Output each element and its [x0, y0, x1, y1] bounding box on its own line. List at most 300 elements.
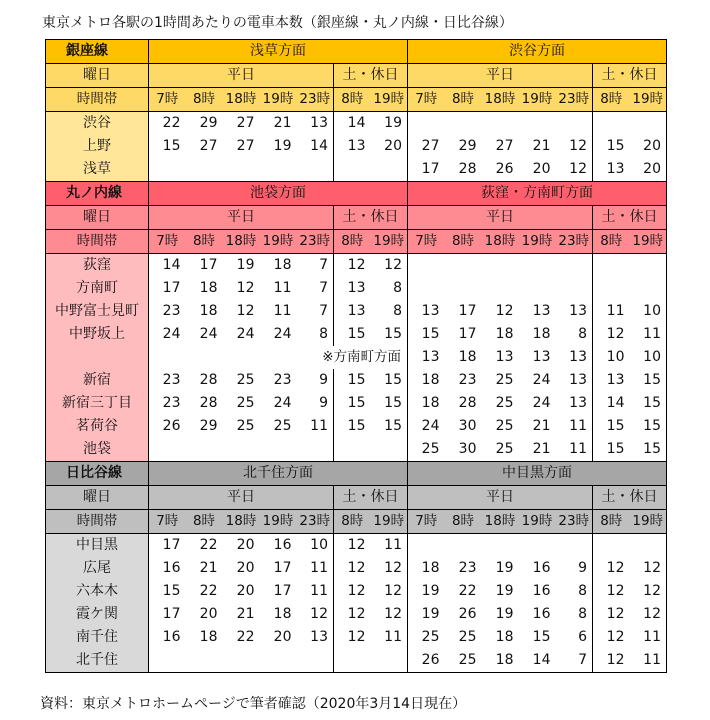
count-cell: 16: [273, 537, 292, 553]
count-cell: 17: [149, 603, 186, 626]
count-cell: 17: [273, 583, 292, 599]
count-cell: 10: [310, 537, 328, 553]
count-cell: 25: [408, 626, 445, 649]
count-cell: 25: [482, 438, 519, 462]
count-cell: 27: [495, 138, 514, 154]
count-cell: 14: [593, 392, 630, 415]
count-cell: 13: [593, 158, 630, 182]
station-name: 上野: [46, 135, 149, 158]
count-cell: 15: [630, 392, 667, 415]
count-cell: 15: [630, 415, 667, 438]
count-cell: [334, 438, 371, 462]
count-cell: [593, 254, 630, 278]
day-label: 曜日: [46, 486, 149, 510]
count-cell: 15: [384, 395, 402, 411]
line-header-row: [46, 462, 667, 486]
count-cell: 17: [458, 303, 477, 319]
hour-cell: 8時: [593, 88, 630, 112]
count-cell: 29: [199, 418, 218, 434]
hour-label: 時間帯: [46, 510, 149, 534]
hour-cell: 8時: [186, 510, 223, 534]
count-cell: 12: [569, 138, 587, 154]
hour-cell: 7時: [149, 230, 186, 254]
line-header-row: [46, 182, 667, 206]
hour-cell: 19時: [260, 88, 297, 112]
count-cell: 23: [458, 372, 477, 388]
count-cell: [519, 112, 556, 136]
count-cell: [186, 158, 223, 182]
hour-cell: 7時: [408, 88, 445, 112]
count-cell: 24: [532, 395, 551, 411]
hour-cell: 19時: [260, 230, 297, 254]
count-cell: 30: [445, 438, 482, 462]
hour-cell: 8時: [186, 230, 223, 254]
count-cell: 20: [236, 560, 255, 576]
count-cell: [334, 158, 371, 182]
direction-2: 渋谷方面: [408, 40, 667, 64]
count-cell: 7: [556, 649, 593, 673]
station-row: [46, 392, 667, 415]
count-cell: 12: [630, 557, 667, 580]
count-cell: [482, 254, 519, 278]
count-cell: 15: [149, 580, 186, 603]
count-cell: 17: [458, 326, 477, 342]
count-cell: 12: [593, 626, 630, 649]
count-cell: 15: [593, 135, 630, 158]
count-cell: 8: [393, 303, 402, 319]
hour-label: 時間帯: [46, 230, 149, 254]
table-body: [46, 40, 667, 673]
hour-cell: 19時: [260, 510, 297, 534]
count-cell: [186, 438, 223, 462]
hour-cell: 7時: [408, 510, 445, 534]
count-cell: 20: [630, 135, 667, 158]
hour-cell: 19時: [519, 88, 556, 112]
count-cell: 12: [593, 580, 630, 603]
weekday-label: 平日: [408, 64, 593, 88]
count-cell: 7: [319, 280, 328, 296]
count-cell: 14: [149, 254, 186, 278]
station-name: 広尾: [46, 557, 149, 580]
count-cell: 11: [384, 537, 402, 553]
count-cell: 15: [149, 135, 186, 158]
weekday-label: 平日: [408, 486, 593, 510]
count-cell: 13: [532, 303, 551, 319]
count-cell: [408, 254, 445, 278]
station-row: [46, 415, 667, 438]
count-cell: [519, 254, 556, 278]
count-cell: 19: [273, 138, 292, 154]
count-cell: 22: [236, 629, 255, 645]
count-cell: 7: [319, 257, 328, 273]
count-cell: 26: [408, 649, 445, 673]
direction-1: 池袋方面: [149, 182, 408, 206]
holiday-label: 土・休日: [593, 206, 667, 230]
count-cell: [593, 534, 630, 558]
station-name: [46, 346, 149, 369]
count-cell: 10: [630, 346, 667, 369]
direction-2: 荻窪・方南町方面: [408, 182, 667, 206]
count-cell: [297, 649, 334, 673]
hour-cell: 23時: [556, 510, 593, 534]
count-cell: 18: [273, 606, 292, 622]
line-header-row: [46, 40, 667, 64]
count-cell: 27: [199, 138, 218, 154]
count-cell: 21: [236, 606, 255, 622]
count-cell: [593, 277, 630, 300]
count-cell: 13: [569, 303, 587, 319]
count-cell: 11: [310, 560, 328, 576]
holiday-label: 土・休日: [334, 206, 408, 230]
count-cell: 29: [199, 115, 218, 131]
count-cell: 27: [236, 115, 255, 131]
count-cell: 18: [495, 326, 514, 342]
hour-cell: 18時: [482, 510, 519, 534]
count-cell: [297, 438, 334, 462]
holiday-label: 土・休日: [334, 486, 408, 510]
hour-cell: 19時: [630, 88, 667, 112]
count-cell: 12: [495, 303, 514, 319]
hour-row: [46, 88, 667, 112]
count-cell: 12: [236, 303, 255, 319]
count-cell: 13: [408, 300, 445, 323]
count-cell: 18: [199, 303, 218, 319]
count-cell: 18: [482, 649, 519, 673]
count-cell: 24: [199, 326, 218, 342]
count-cell: [371, 438, 408, 462]
count-cell: 21: [532, 138, 551, 154]
count-cell: 18: [199, 280, 218, 296]
count-cell: 11: [593, 300, 630, 323]
count-cell: 19: [495, 606, 514, 622]
count-cell: [297, 158, 334, 182]
count-cell: 17: [273, 560, 292, 576]
count-cell: 25: [236, 372, 255, 388]
count-cell: 13: [408, 346, 445, 369]
count-cell: [630, 277, 667, 300]
count-cell: 15: [630, 438, 667, 462]
hour-cell: 8時: [186, 88, 223, 112]
count-cell: 12: [593, 649, 630, 673]
count-cell: 15: [593, 438, 630, 462]
hour-cell: 23時: [297, 88, 334, 112]
hour-cell: 19時: [519, 510, 556, 534]
count-cell: 30: [458, 418, 477, 434]
count-cell: 23: [149, 300, 186, 323]
count-cell: 19: [408, 580, 445, 603]
count-cell: 12: [556, 158, 593, 182]
hour-cell: 19時: [371, 88, 408, 112]
count-cell: 24: [149, 323, 186, 346]
count-cell: [556, 534, 593, 558]
station-row: [46, 158, 667, 182]
station-name: 六本木: [46, 580, 149, 603]
count-cell: 25: [408, 438, 445, 462]
count-cell: 25: [236, 395, 255, 411]
station-name: 茗荷谷: [46, 415, 149, 438]
count-cell: 27: [236, 138, 255, 154]
count-cell: [519, 277, 556, 300]
count-cell: 13: [569, 395, 587, 411]
count-cell: 20: [384, 138, 402, 154]
count-cell: 15: [334, 392, 371, 415]
station-row: [46, 135, 667, 158]
count-cell: 24: [236, 326, 255, 342]
weekday-label: 平日: [149, 64, 334, 88]
count-cell: [260, 438, 297, 462]
count-cell: 16: [532, 560, 551, 576]
count-cell: 12: [384, 560, 402, 576]
day-label: 曜日: [46, 64, 149, 88]
hour-cell: 23時: [297, 510, 334, 534]
count-cell: [371, 649, 408, 673]
count-cell: 18: [408, 557, 445, 580]
direction-note: ※方南町方面: [149, 346, 408, 369]
count-cell: [482, 534, 519, 558]
count-cell: 20: [236, 537, 255, 553]
station-row: [46, 277, 667, 300]
count-cell: 9: [319, 395, 328, 411]
hour-cell: 18時: [223, 88, 260, 112]
count-cell: 22: [458, 583, 477, 599]
count-cell: 20: [236, 583, 255, 599]
count-cell: 27: [408, 135, 445, 158]
count-cell: 11: [630, 626, 667, 649]
count-cell: 15: [384, 418, 402, 434]
count-cell: 28: [445, 158, 482, 182]
count-cell: 26: [482, 158, 519, 182]
hour-cell: 19時: [371, 230, 408, 254]
station-name: 中目黒: [46, 534, 149, 558]
count-cell: 25: [495, 372, 514, 388]
count-cell: 18: [408, 392, 445, 415]
count-cell: 20: [630, 158, 667, 182]
count-cell: 10: [630, 300, 667, 323]
count-cell: 8: [319, 326, 328, 342]
station-row: [46, 323, 667, 346]
train-frequency-table: [45, 39, 667, 673]
count-cell: [556, 277, 593, 300]
station-row: [46, 626, 667, 649]
count-cell: 24: [273, 326, 292, 342]
count-cell: [223, 649, 260, 673]
count-cell: 13: [334, 135, 371, 158]
hour-row: [46, 230, 667, 254]
count-cell: 15: [408, 323, 445, 346]
count-cell: 8: [578, 583, 587, 599]
count-cell: 18: [458, 349, 477, 365]
count-cell: 28: [199, 395, 218, 411]
hour-row: [46, 510, 667, 534]
count-cell: 15: [384, 372, 402, 388]
hour-cell: 18時: [482, 88, 519, 112]
count-cell: 16: [532, 583, 551, 599]
count-cell: 26: [149, 415, 186, 438]
count-cell: 12: [593, 603, 630, 626]
count-cell: 12: [334, 254, 371, 278]
count-cell: 17: [149, 534, 186, 558]
holiday-label: 土・休日: [334, 64, 408, 88]
count-cell: 15: [334, 369, 371, 392]
station-row: [46, 534, 667, 558]
count-cell: 19: [495, 560, 514, 576]
hour-cell: 19時: [630, 230, 667, 254]
holiday-label: 土・休日: [593, 486, 667, 510]
station-name: 中野富士見町: [46, 300, 149, 323]
station-row: [46, 346, 667, 369]
station-row: [46, 580, 667, 603]
count-cell: 21: [519, 438, 556, 462]
count-cell: 15: [334, 415, 371, 438]
count-cell: 13: [310, 115, 328, 131]
station-name: 中野坂上: [46, 323, 149, 346]
count-cell: 13: [593, 369, 630, 392]
count-cell: [149, 158, 186, 182]
station-row: [46, 254, 667, 278]
hour-cell: 19時: [519, 230, 556, 254]
line-name: 銀座線: [46, 40, 149, 64]
count-cell: 22: [199, 537, 218, 553]
count-cell: 23: [149, 392, 186, 415]
direction-1: 浅草方面: [149, 40, 408, 64]
count-cell: 24: [273, 395, 292, 411]
count-cell: 14: [334, 112, 371, 136]
hour-cell: 8時: [593, 510, 630, 534]
count-cell: [408, 534, 445, 558]
page-title: 東京メトロ各駅の1時間あたりの電車本数（銀座線・丸ノ内線・日比谷線）: [42, 15, 513, 31]
count-cell: 12: [384, 257, 402, 273]
count-cell: 21: [199, 560, 218, 576]
station-row: [46, 112, 667, 136]
count-cell: 11: [273, 280, 292, 296]
station-name: 渋谷: [46, 112, 149, 136]
count-cell: 19: [495, 583, 514, 599]
line-name: 丸ノ内線: [46, 182, 149, 206]
count-cell: 8: [578, 326, 587, 342]
count-cell: 13: [495, 349, 514, 365]
count-cell: 12: [593, 557, 630, 580]
count-cell: [260, 649, 297, 673]
count-cell: 11: [310, 583, 328, 599]
hour-cell: 23時: [556, 88, 593, 112]
hour-cell: 8時: [445, 88, 482, 112]
count-cell: 12: [334, 626, 371, 649]
count-cell: 8: [393, 280, 402, 296]
count-cell: [186, 649, 223, 673]
station-name: 新宿三丁目: [46, 392, 149, 415]
count-cell: 23: [273, 372, 292, 388]
count-cell: [149, 649, 186, 673]
station-row: [46, 369, 667, 392]
count-cell: 12: [384, 583, 402, 599]
count-cell: 18: [532, 326, 551, 342]
count-cell: 6: [578, 629, 587, 645]
count-cell: 15: [593, 415, 630, 438]
count-cell: [630, 534, 667, 558]
count-cell: 12: [334, 603, 371, 626]
count-cell: 12: [630, 603, 667, 626]
count-cell: 11: [384, 629, 402, 645]
count-cell: 25: [445, 649, 482, 673]
count-cell: 28: [199, 372, 218, 388]
count-cell: [482, 277, 519, 300]
count-cell: 10: [593, 346, 630, 369]
hour-cell: 19時: [630, 510, 667, 534]
station-name: 北千住: [46, 649, 149, 673]
count-cell: [223, 158, 260, 182]
count-cell: 9: [319, 372, 328, 388]
count-cell: 15: [532, 629, 551, 645]
count-cell: 11: [556, 438, 593, 462]
count-cell: 25: [495, 395, 514, 411]
station-name: 新宿: [46, 369, 149, 392]
count-cell: 20: [199, 606, 218, 622]
count-cell: 15: [630, 369, 667, 392]
station-row: [46, 438, 667, 462]
count-cell: [630, 254, 667, 278]
count-cell: 13: [310, 629, 328, 645]
count-cell: [260, 158, 297, 182]
hour-cell: 8時: [445, 230, 482, 254]
hour-cell: 8時: [334, 88, 371, 112]
count-cell: 15: [384, 326, 402, 342]
count-cell: 13: [334, 277, 371, 300]
count-cell: 12: [310, 606, 328, 622]
count-cell: 21: [532, 418, 551, 434]
count-cell: 18: [495, 629, 514, 645]
count-cell: [482, 112, 519, 136]
count-cell: 9: [578, 560, 587, 576]
count-cell: 17: [408, 158, 445, 182]
count-cell: 11: [569, 418, 587, 434]
count-cell: [445, 112, 482, 136]
station-name: 荻窪: [46, 254, 149, 278]
count-cell: 17: [199, 257, 218, 273]
station-row: [46, 603, 667, 626]
count-cell: 21: [273, 115, 292, 131]
count-cell: [445, 534, 482, 558]
station-name: 南千住: [46, 626, 149, 649]
hour-cell: 8時: [334, 230, 371, 254]
station-name: 方南町: [46, 277, 149, 300]
hour-cell: 23時: [297, 230, 334, 254]
count-cell: [445, 254, 482, 278]
count-cell: [556, 112, 593, 136]
count-cell: [408, 112, 445, 136]
count-cell: [149, 438, 186, 462]
day-row: [46, 64, 667, 88]
count-cell: 19: [408, 603, 445, 626]
count-cell: 11: [630, 649, 667, 673]
count-cell: [371, 158, 408, 182]
count-cell: 12: [334, 580, 371, 603]
hour-label: 時間帯: [46, 88, 149, 112]
count-cell: 12: [334, 557, 371, 580]
hour-cell: 19時: [371, 510, 408, 534]
count-cell: 29: [458, 138, 477, 154]
count-cell: 11: [630, 323, 667, 346]
count-cell: 20: [519, 158, 556, 182]
count-cell: 23: [149, 369, 186, 392]
hour-cell: 18時: [223, 230, 260, 254]
hour-cell: 18時: [482, 230, 519, 254]
count-cell: 12: [630, 580, 667, 603]
day-label: 曜日: [46, 206, 149, 230]
count-cell: 11: [273, 303, 292, 319]
count-cell: [556, 254, 593, 278]
day-row: [46, 486, 667, 510]
direction-1: 北千住方面: [149, 462, 408, 486]
